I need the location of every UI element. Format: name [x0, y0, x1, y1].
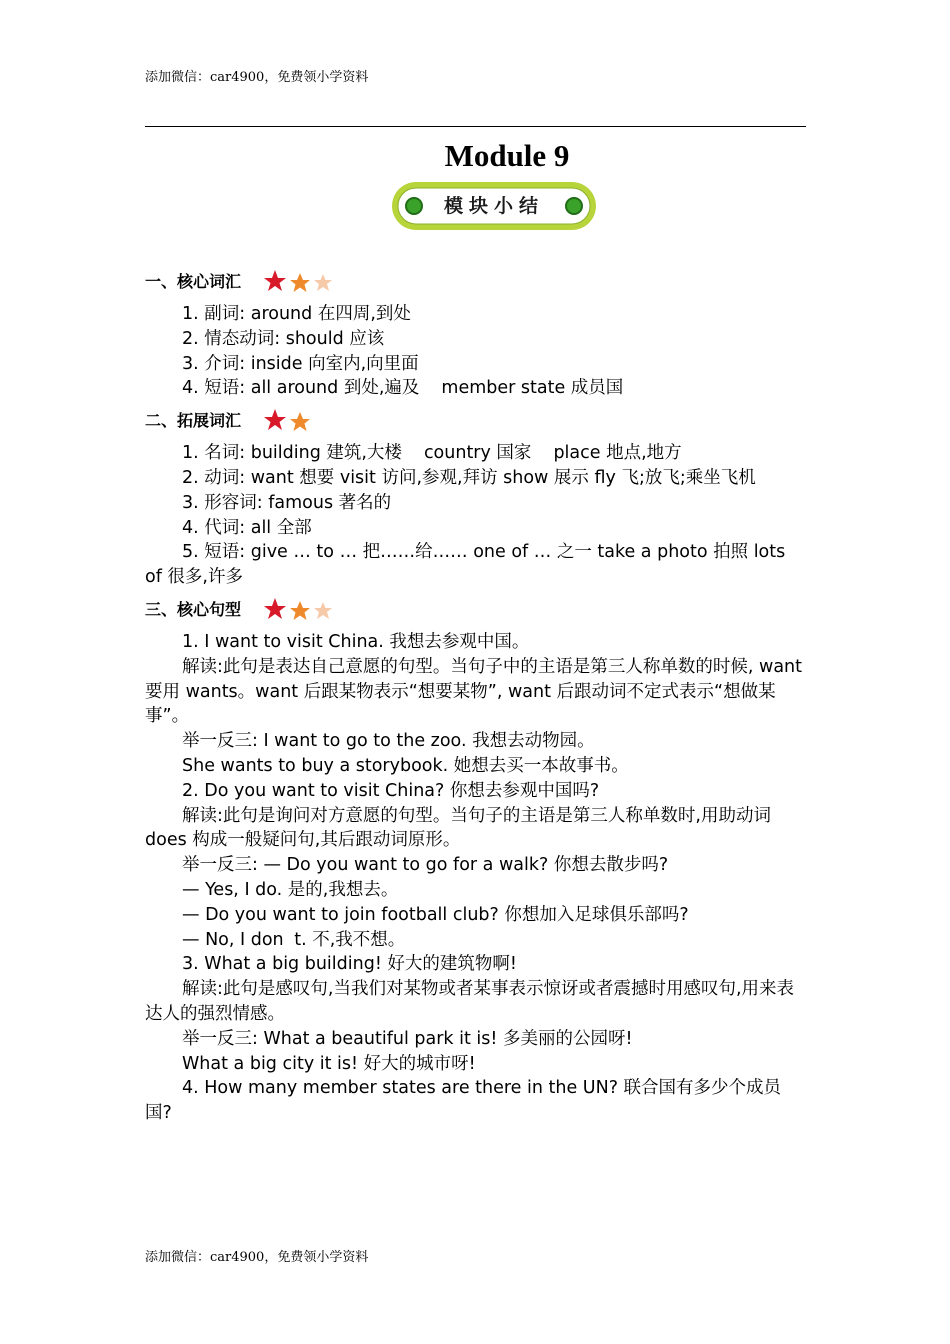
header-note: 添加微信：car4900，免费领小学资料	[145, 70, 369, 85]
section-title: 二、拓展词汇	[145, 410, 242, 430]
vocab-phrase: place 地点,地方	[553, 443, 682, 464]
example: 举一反三: — Do you want to go for a walk? 你想去散步吗?	[182, 855, 669, 876]
section-heading-extended-vocabulary	[145, 401, 806, 441]
rating-stars-icon	[263, 269, 343, 295]
vocab-phrase: 4. 短语: all around 到处,遍及	[182, 378, 420, 399]
vocab-line: 3. 介词: inside 向室内,向里面	[182, 353, 419, 374]
section-heading-core-vocabulary	[145, 262, 806, 302]
star-icon	[290, 273, 310, 292]
star-icon	[264, 598, 286, 619]
vocab-phrase: 1. 名词: building 建筑,大楼	[182, 443, 402, 464]
footer-note: 添加微信：car4900，免费领小学资料	[145, 1250, 369, 1265]
example: 举一反三: What a beautiful park it is! 多美丽的公园呀!	[182, 1028, 633, 1049]
section-title: 一、核心词汇	[145, 271, 242, 291]
explanation: 解读:此句是表达自己意愿的句型。当句子中的主语是第三人称单数的时候, want 要用 wants。want 后跟某物表示“想要某物”, want 后跟动词不定式表示“想做某事”。	[145, 656, 803, 727]
page-title: Module 9	[444, 138, 570, 173]
module-summary-badge	[390, 180, 598, 232]
rating-stars-icon	[263, 597, 343, 623]
header-rule	[145, 126, 806, 127]
vocab-line: 4. 代词: all 全部	[182, 517, 312, 538]
vocab-line: 2. 动词: want 想要 visit 访问,参观,拜访 show 展示 fly 飞;放飞;乘坐飞机	[182, 467, 756, 488]
example: — Do you want to join football club? 你想加入足球俱乐部吗?	[182, 904, 689, 925]
star-icon	[264, 409, 286, 430]
section-heading-core-sentences	[145, 590, 806, 630]
explanation: 解读:此句是询问对方意愿的句型。当句子的主语是第三人称单数时,用助动词 does 构成一般疑问句,其后跟动词原形。	[145, 805, 771, 851]
star-icon	[290, 601, 310, 620]
vocab-phrase: member state 成员国	[441, 378, 624, 399]
example: 举一反三: I want to go to the zoo. 我想去动物园。	[182, 731, 595, 752]
badge-label: 模块小结	[443, 195, 544, 217]
star-icon	[264, 270, 286, 291]
example: She wants to buy a storybook. 她想去买一本故事书。	[182, 755, 629, 776]
sentence-pattern: 4. How many member states are there in the UN? 联合国有多少个成员国?	[145, 1078, 782, 1124]
star-icon	[290, 412, 310, 431]
star-icon	[314, 274, 332, 291]
rating-stars-icon	[263, 408, 319, 434]
vocab-line: 1. 副词: around 在四周,到处	[182, 304, 411, 324]
vocab-line	[145, 441, 806, 466]
vocab-line	[145, 376, 806, 401]
explanation: 解读:此句是感叹句,当我们对某物或者某事表示惊讶或者震撼时用感叹句,用来表达人的强烈情感。	[145, 979, 795, 1024]
sentence-pattern: 2. Do you want to visit China? 你想去参观中国吗?	[182, 780, 600, 801]
example: — No, I dont. 不,我不想。	[182, 929, 406, 950]
sentence-pattern: 3. What a big building! 好大的建筑物啊!	[182, 954, 517, 975]
vocab-line: 2. 情态动词: should 应该	[182, 328, 385, 349]
section-title: 三、核心句型	[145, 599, 242, 619]
example: — Yes, I do. 是的,我想去。	[182, 879, 399, 900]
vocab-line: 3. 形容词: famous 著名的	[182, 492, 392, 513]
content	[145, 262, 806, 1126]
example: What a big city it is! 好大的城市呀!	[182, 1053, 476, 1074]
star-icon	[314, 602, 332, 619]
vocab-line: 5. 短语: give … to … 把……给…… one of … 之一 take a photo 拍照 lots of 很多,许多	[145, 542, 786, 588]
vocab-phrase: country 国家	[423, 443, 532, 464]
sentence-pattern: 1. I want to visit China. 我想去参观中国。	[182, 631, 530, 652]
